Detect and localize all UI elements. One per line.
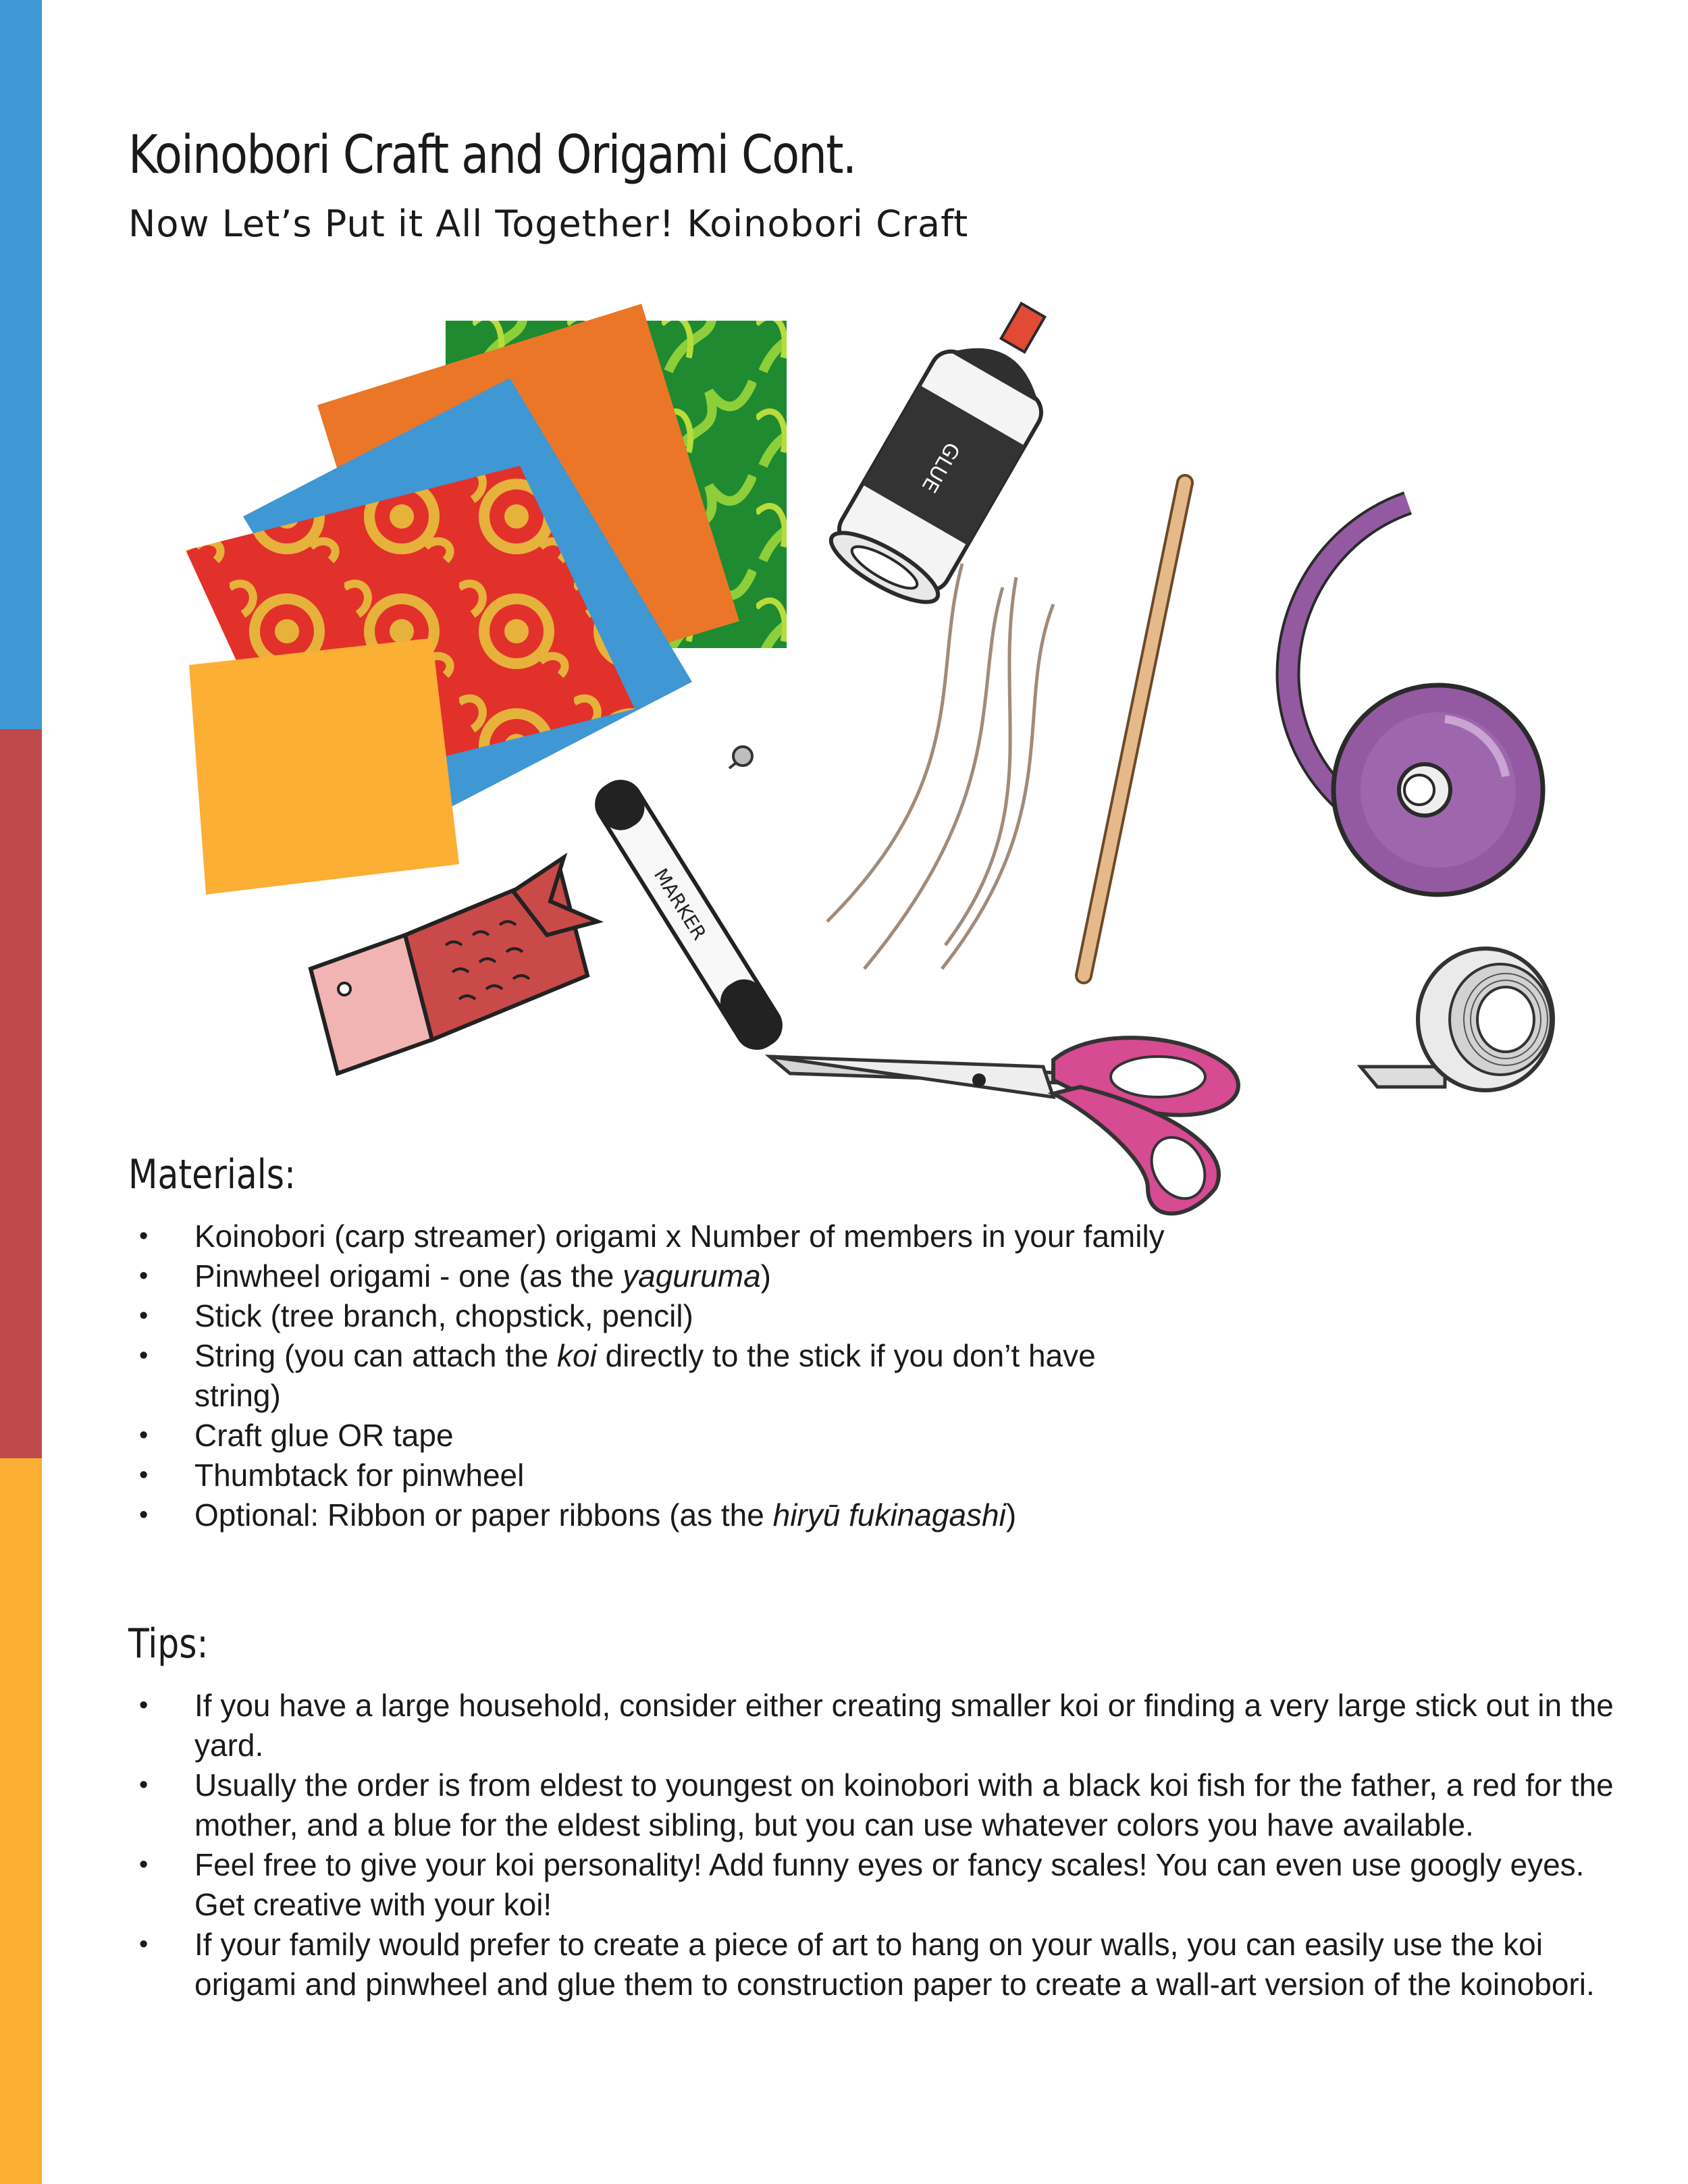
list-item: • Optional: Ribbon or paper ribbons (as the hiryū fukinagashi) (135, 1495, 1188, 1535)
side-bar-blue (0, 0, 42, 729)
list-item: • Usually the order is from eldest to youngest on koinobori with a black koi fish for the father, a red for the mother, and a blue for the eldest sibling, but you can use whatever colors you have available. (135, 1765, 1620, 1845)
list-item: • Feel free to give your koi personality! Add funny eyes or fancy scales! You can even use googly eyes. Get creative with your koi! (135, 1845, 1620, 1925)
side-bar-orange (0, 1458, 42, 2184)
page-subtitle: Now Let’s Put it All Together! Koinobori Craft (128, 203, 969, 245)
tips-heading: Tips: (128, 1620, 209, 1668)
list-item: • If your family would prefer to create a piece of art to hang on your walls, you can easily use the koi origami and pinwheel and glue them to construction paper to create a wall-art version of the koinobori. (135, 1925, 1620, 2004)
yellow-paper (189, 638, 459, 895)
materials-list (135, 1217, 1188, 1535)
stick (1084, 483, 1185, 976)
craft-materials-illustration (162, 284, 1587, 1229)
tape-roll (1361, 949, 1553, 1090)
list-item: • Koinobori (carp streamer) origami x Number of members in your family (135, 1217, 1188, 1256)
side-bar-red (0, 729, 42, 1458)
glue-label: GLUE (916, 437, 964, 497)
materials-heading: Materials: (128, 1151, 296, 1198)
purple-ribbon-roll (1288, 503, 1543, 895)
thumbtack (729, 747, 752, 768)
origami-paper-stack (186, 304, 787, 895)
list-item: • If you have a large household, consider either creating smaller koi or finding a very large stick out in the yard. (135, 1686, 1620, 1765)
list-item: • Stick (tree branch, chopstick, pencil) (135, 1296, 1188, 1336)
list-item: • String (you can attach the koi directly to the stick if you don’t have string) (135, 1336, 1188, 1416)
scissors (770, 1038, 1238, 1213)
marker (589, 774, 788, 1056)
list-item: • Craft glue OR tape (135, 1416, 1188, 1456)
strings (827, 564, 1053, 969)
tips-list (135, 1686, 1620, 2004)
list-item: • Thumbtack for pinwheel (135, 1456, 1188, 1495)
list-item: • Pinwheel origami - one (as the yaguruma) (135, 1256, 1188, 1296)
marker-label: MARKER (649, 864, 711, 944)
glue-bottle (822, 284, 1086, 614)
page-title: Koinobori Craft and Origami Cont. (128, 125, 856, 186)
koi-origami (311, 857, 598, 1073)
